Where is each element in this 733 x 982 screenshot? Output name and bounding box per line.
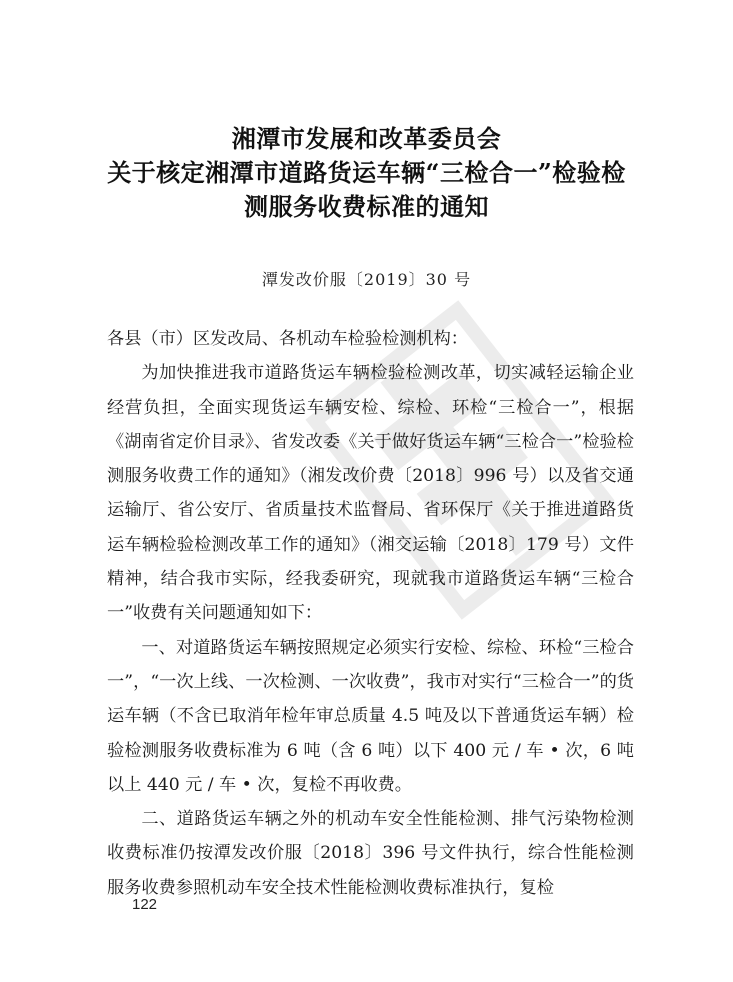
paragraph-item-2: 二、道路货运车辆之外的机动车安全性能检测、排气污染物检测收费标准仍按潭发改价服〔2018〕396 号文件执行，综合性能检测服务收费参照机动车安全技术性能检测收费标准执行，复检 — [107, 809, 634, 898]
title-line-3: 测服务收费标准的通知 — [244, 192, 489, 221]
document-title — [60, 122, 673, 224]
document-body — [107, 322, 634, 905]
paragraph-intro: 为加快推进我市道路货运车辆检验检测改革，切实减轻运输企业经营负担，全面实现货运车辆安检、综检、环检“三检合一”，根据《湖南省定价目录》、省发改委《关于做好货运车辆“三检合一”检验检测服务收费工作的通知》（湘发改价费〔2018〕996 号）以及省交通运输厅、省公安厅、省质量技术监督局、省环保厅《关于推进道路货运车辆检验检测改革工作的通知》（湘交运输〔2018〕179 号）文件精神，结合我市实际，经我委研究，现就我市道路货运车辆“三检合一”收费有关问题通知如下： — [107, 363, 634, 624]
document-number: 潭发改价服〔2019〕30 号 — [261, 270, 472, 289]
addressee: 各县（市）区发改局、各机动车检验检测机构： — [107, 329, 468, 349]
paragraph-item-1: 一、对道路货运车辆按照规定必须实行安检、综检、环检“三检合一”，“一次上线、一次检测、一次收费”，我市对实行“三检合一”的货运车辆（不含已取消年检年审总质量 4.5 吨及以下普通货运车辆）检验检测服务收费标准为 6 吨（含 6 吨）以下 400 元 / 车 • 次，6 吨以上 440 元 / 车 • 次，复检不再收费。 — [107, 637, 634, 795]
title-line-2: 关于核定湘潭市道路货运车辆“三检合一”检验检 — [107, 158, 626, 187]
title-line-1: 湘潭市发展和改革委员会 — [231, 124, 502, 153]
page-number: 122 — [132, 896, 158, 913]
